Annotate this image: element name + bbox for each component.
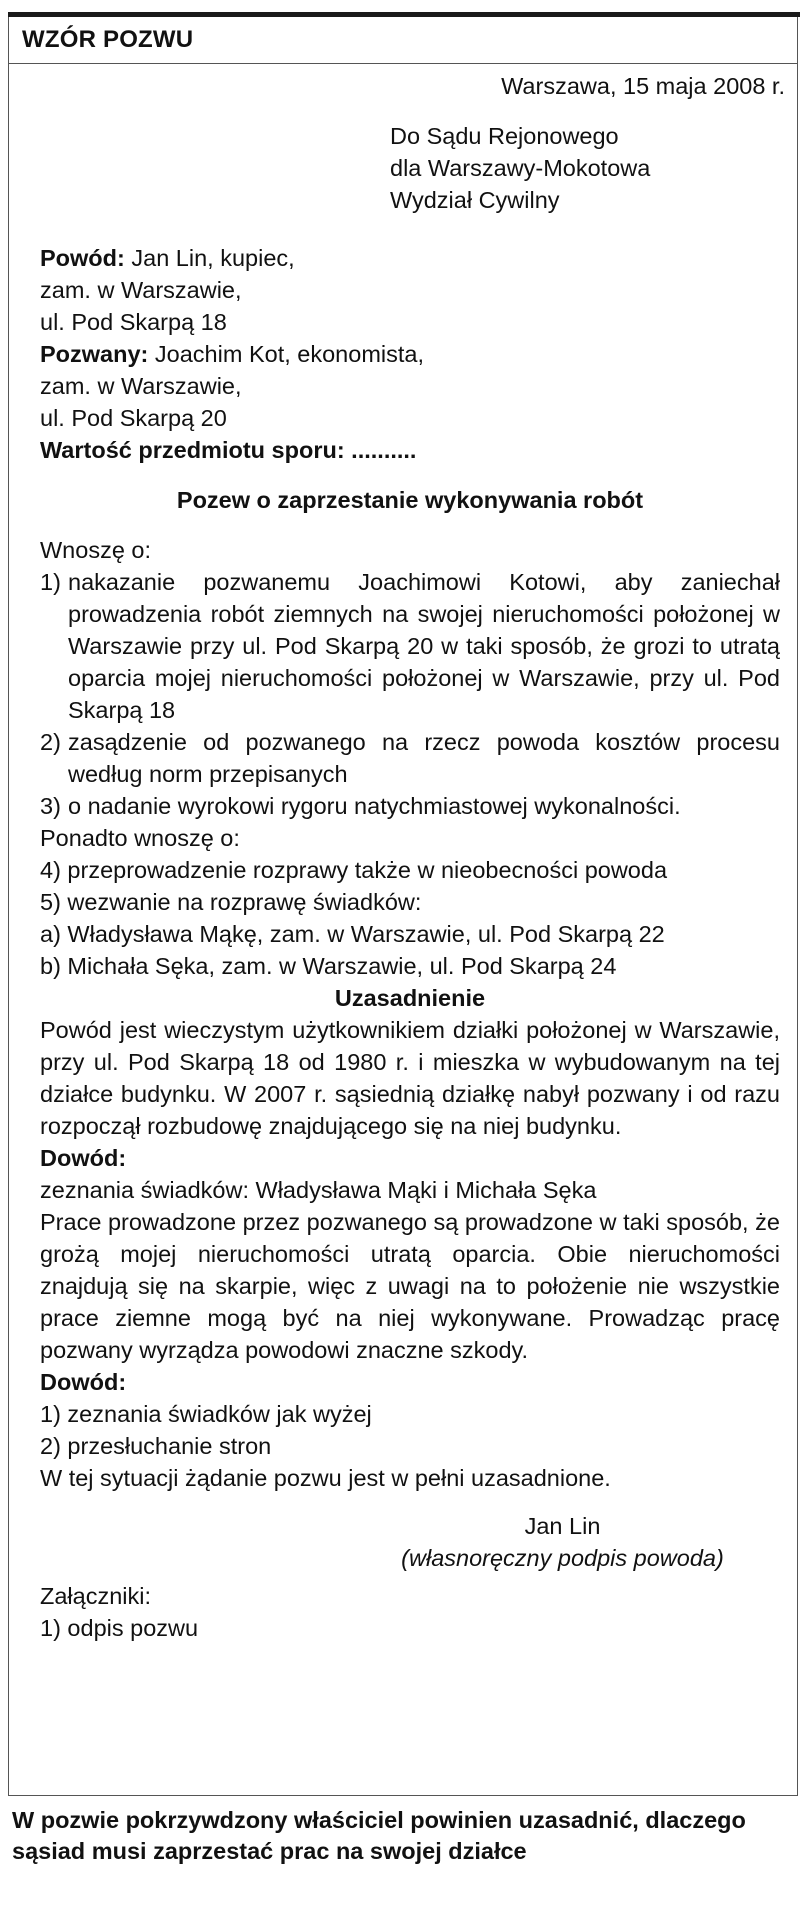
defendant-address: zam. w Warszawie,: [40, 373, 242, 399]
request-number: 3): [40, 793, 61, 819]
court-line: dla Warszawy-Mokotowa: [390, 155, 651, 181]
defendant-name: Joachim Kot, ekonomista,: [148, 341, 424, 367]
request-item: [40, 726, 780, 790]
defendant-line: [40, 338, 780, 370]
additional-item: 5) wezwanie na rozprawę świadków:: [40, 889, 422, 915]
evidence-item: 1) zeznania świadków jak wyżej: [40, 1401, 372, 1427]
signature-note: (własnoręczny podpis powoda): [401, 1545, 724, 1571]
plaintiff-address: ul. Pod Skarpą 18: [40, 309, 227, 335]
evidence-item: 2) przesłuchanie stron: [40, 1433, 272, 1459]
request-intro: Wnoszę o:: [40, 537, 152, 563]
plaintiff-line: [40, 242, 780, 274]
request-item: [40, 566, 780, 726]
evidence-label: Dowód:: [40, 1369, 127, 1395]
place-date: Warszawa, 15 maja 2008 r.: [501, 73, 785, 99]
court-line: Wydział Cywilny: [390, 187, 560, 213]
justification-paragraph: Powód jest wieczystym użytkownikiem działki położonej w Warszawie, przy ul. Pod Skarpą 18 od 1980 r. i mieszka w wybudowanym na tej działce budynku. W 2007 r. sąsiednią działkę nabył pozwany i od razu rozpoczął rozbudowę znajdującego się na niej budynku.: [40, 1017, 780, 1139]
plaintiff-address: zam. w Warszawie,: [40, 277, 242, 303]
lawsuit-title: Pozew o zaprzestanie wykonywania robót: [176, 487, 644, 513]
plaintiff-label: Powód:: [40, 245, 125, 271]
defendant-address: ul. Pod Skarpą 20: [40, 405, 227, 431]
conclusion: W tej sytuacji żądanie pozwu jest w pełni uzasadnione.: [40, 1465, 611, 1491]
signature-block: [390, 1510, 735, 1574]
request-number: 1): [40, 569, 61, 595]
evidence-text: zeznania świadków: Władysława Mąki i Michała Sęka: [40, 1177, 597, 1203]
header-title: WZÓR POZWU: [22, 26, 194, 53]
parties: [40, 242, 780, 466]
additional-intro: Ponadto wnoszę o:: [40, 825, 240, 851]
dispute-value-dots: ..........: [344, 437, 417, 463]
court-address: [390, 120, 780, 216]
witness-item: a) Władysława Mąkę, zam. w Warszawie, ul. Pod Skarpą 22: [40, 921, 665, 947]
additional-item: 4) przeprowadzenie rozprawy także w nieobecności powoda: [40, 857, 668, 883]
header-box: [8, 17, 798, 64]
dispute-value-label: Wartość przedmiotu sporu:: [40, 437, 345, 463]
signature-name: Jan Lin: [524, 1513, 601, 1539]
caption: W pozwie pokrzywdzony właściciel powinien uzasadnić, dlaczego sąsiad musi zaprzestać prac na swojej działce: [12, 1807, 746, 1864]
defendant-label: Pozwany:: [40, 341, 149, 367]
dispute-value: [40, 434, 780, 466]
request-number: 2): [40, 729, 61, 755]
request-text: nakazanie pozwanemu Joachimowi Kotowi, aby zaniechał prowadzenia robót ziemnych na swojej nieruchomości położonej w Warszawie przy ul. Pod Skarpą 20 w taki sposób, że grozi to utratą oparcia mojej nieruchomości położonej w Warszawie, przy ul. Pod Skarpą 18: [68, 569, 780, 723]
court-line: Do Sądu Rejonowego: [390, 123, 619, 149]
evidence-label: Dowód:: [40, 1145, 127, 1171]
request-text: o nadanie wyrokowi rygoru natychmiastowej wykonalności.: [68, 793, 681, 819]
justification-heading: Uzasadnienie: [334, 985, 486, 1011]
lawsuit-template: [40, 70, 785, 1644]
attachment-item: 1) odpis pozwu: [40, 1615, 199, 1641]
request-item: [40, 790, 780, 822]
plaintiff-name: Jan Lin, kupiec,: [124, 245, 295, 271]
request-text: zasądzenie od pozwanego na rzecz powoda kosztów procesu według norm przepisanych: [68, 729, 780, 787]
witness-item: b) Michała Sęka, zam. w Warszawie, ul. Pod Skarpą 24: [40, 953, 617, 979]
justification-paragraph: Prace prowadzone przez pozwanego są prowadzone w taki sposób, że grożą mojej nieruchomości utratą oparcia. Obie nieruchomości znajdują się na skarpie, więc z uwagi na to położenie nie wszystkie prace ziemne mogą być na niej wykonywane. Prowadząc pracę pozwany wyrządza powodowi znaczne szkody.: [40, 1209, 780, 1363]
attachments-label: Załączniki:: [40, 1583, 152, 1609]
